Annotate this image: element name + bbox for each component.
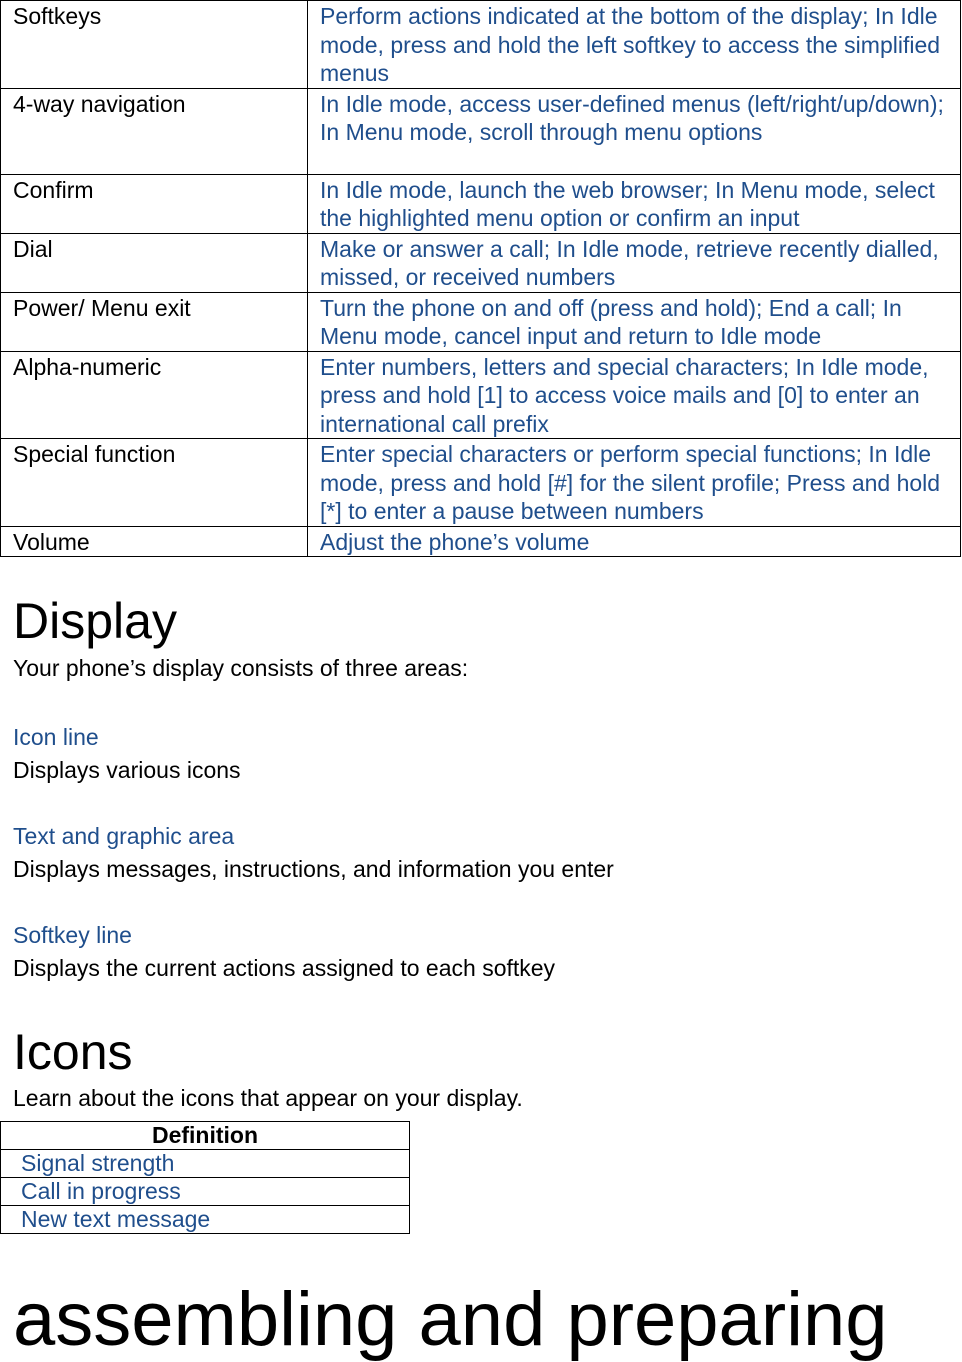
icon-definition: Call in progress	[1, 1178, 410, 1206]
table-row	[1, 174, 961, 233]
icon-definition: Signal strength	[1, 1150, 410, 1178]
key-name: Dial	[1, 233, 308, 292]
key-description: Turn the phone on and off (press and hold); End a call; In Menu mode, cancel input and return to Idle mode	[308, 292, 961, 351]
table-row	[1, 292, 961, 351]
table-row	[1, 1150, 410, 1178]
key-description: Enter numbers, letters and special characters; In Idle mode, press and hold [1] to access voice mails and [0] to enter an international call prefix	[308, 351, 961, 439]
definition-header: Definition	[1, 1122, 410, 1150]
area-desc-icon-line: Displays various icons	[13, 757, 241, 783]
table-row	[1, 1178, 410, 1206]
key-description: Adjust the phone’s volume	[308, 526, 961, 557]
area-desc-text-graphic: Displays messages, instructions, and information you enter	[13, 856, 614, 882]
key-name: 4-way navigation	[1, 88, 308, 174]
key-name: Confirm	[1, 174, 308, 233]
key-description: In Idle mode, launch the web browser; In Menu mode, select the highlighted menu option or confirm an input	[308, 174, 961, 233]
area-title-text-graphic: Text and graphic area	[13, 823, 235, 849]
icons-heading: Icons	[13, 1024, 133, 1080]
table-row	[1, 1206, 410, 1234]
table-row	[1, 88, 961, 174]
key-name: Volume	[1, 526, 308, 557]
area-title-softkey-line: Softkey line	[13, 922, 132, 948]
key-description: Enter special characters or perform special functions; In Idle mode, press and hold [#] for the silent profile; Press and hold [*] to enter a pause between numbers	[308, 439, 961, 527]
table-row	[1, 439, 961, 527]
display-intro: Your phone’s display consists of three areas:	[13, 655, 469, 681]
table-row	[1, 1, 961, 89]
icons-intro: Learn about the icons that appear on your display.	[13, 1085, 523, 1111]
area-desc-softkey-line: Displays the current actions assigned to each softkey	[13, 955, 556, 981]
table-row	[1, 233, 961, 292]
key-description: Perform actions indicated at the bottom of the display; In Idle mode, press and hold the left softkey to access the simplified menus	[308, 1, 961, 89]
icons-table	[0, 1121, 410, 1234]
display-heading: Display	[13, 593, 177, 649]
key-description: In Idle mode, access user-defined menus (left/right/up/down); In Menu mode, scroll through menu options	[308, 88, 961, 174]
key-description: Make or answer a call; In Idle mode, retrieve recently dialled, missed, or received numbers	[308, 233, 961, 292]
table-header-row	[1, 1122, 410, 1150]
key-name: Alpha-numeric	[1, 351, 308, 439]
key-name: Softkeys	[1, 1, 308, 89]
key-name: Special function	[1, 439, 308, 527]
next-section-heading: assembling and preparing	[13, 1277, 888, 1362]
area-title-icon-line: Icon line	[13, 724, 99, 750]
table-row	[1, 351, 961, 439]
icon-definition: New text message	[1, 1206, 410, 1234]
table-row	[1, 526, 961, 557]
keys-table	[0, 0, 961, 557]
key-name: Power/ Menu exit	[1, 292, 308, 351]
